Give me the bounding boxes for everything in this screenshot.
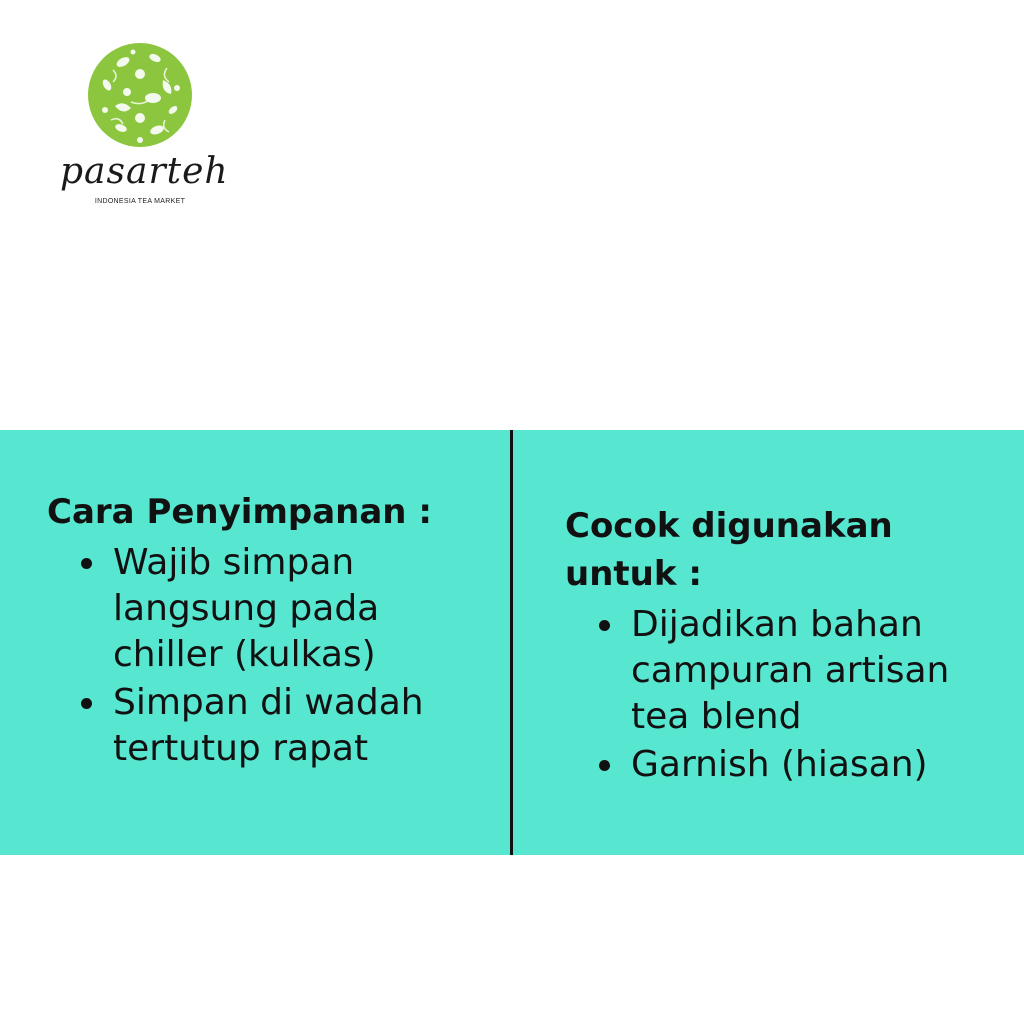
brand-tagline: INDONESIA TEA MARKET: [94, 198, 186, 205]
column-divider: [510, 430, 513, 855]
brand-name: pasarteh: [60, 151, 229, 192]
list-item: Simpan di wadah tertutup rapat: [113, 680, 497, 772]
storage-title: Cara Penyimpanan :: [47, 492, 432, 532]
tea-leaf-circle-icon: [85, 40, 195, 150]
usage-panel: [565, 502, 1005, 790]
list-item: Dijadikan bahan campuran artisan tea blend: [631, 602, 1005, 740]
usage-title: Cocok digunakan untuk :: [565, 506, 893, 594]
list-item: Wajib simpan langsung pada chiller (kulkas): [113, 540, 497, 678]
usage-list: [565, 602, 1005, 788]
storage-panel: [47, 488, 497, 774]
brand-logo: [60, 40, 229, 215]
list-item: Garnish (hiasan): [631, 742, 1005, 788]
storage-list: [47, 540, 497, 772]
